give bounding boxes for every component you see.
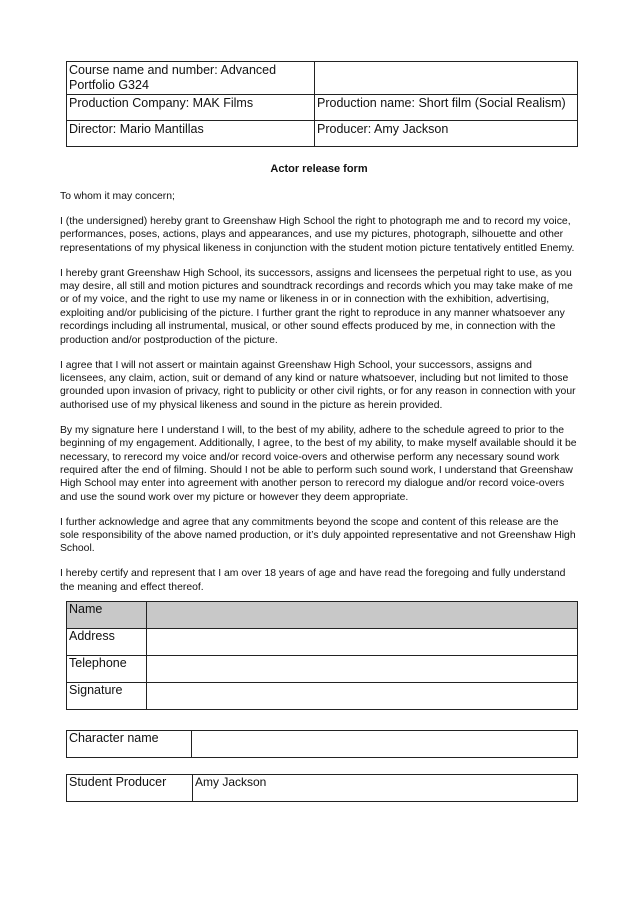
- company-cell: Production Company: MAK Films: [67, 95, 315, 121]
- salutation: To whom it may concern;: [60, 191, 175, 202]
- empty-header-cell: [315, 62, 578, 95]
- paragraph-rights: I hereby grant Greenshaw High School, its successors, assigns and licensees the perpetual right to use, as you may desire, all still and motion pictures and soundtrack recordings and records which you may take make of me or of my voice, and the right to use my name or likeness in or in connection with the exhibition, advertising, exploiting and/or publicising of the picture. I further grant the right to reproduce in any manner whatsoever any recordings including all instrumental, musical, or other sound effects produced by me, in connection with the production and/or postproduction of the picture.: [60, 267, 573, 346]
- paragraph-schedule: By my signature here I understand I will, to the best of my ability, adhere to the schedule agreed to prior to the beginning of my engagement. Additionally, I agree, to the best of my ability, to make myself available should it be necessary, to rerecord my voice and/or record voice-overs and otherwise perform any necessary sound work required after the end of filming. Should I not be able to perform such sound work, I understand that Greenshaw High School may enter into agreement with another person to rerecord my dialogue and/or record voice-overs and use the sound work over my picture or however they deem appropriate.: [60, 424, 577, 503]
- telephone-field[interactable]: [147, 656, 578, 683]
- course-line-2: Portfolio G324: [69, 78, 149, 92]
- student-producer-table: [66, 774, 578, 802]
- paragraph-grant: I (the undersigned) hereby grant to Greenshaw High School the right to photograph me and to record my voice, performances, poses, actions, plays and appearances, and use my pictures, photograph, silhouette and other representations of my physical likeness in conjunction with the student motion picture tentatively entitled Enemy.: [60, 215, 575, 254]
- producer-cell: Producer: Amy Jackson: [315, 121, 578, 147]
- character-field[interactable]: [192, 731, 578, 758]
- paragraph-claims: I agree that I will not assert or maintain against Greenshaw High School, your successors, assigns and licensees, any claim, action, suit or demand of any kind or nature whatsoever, including but not limited to those grounded upon invasion of privacy, right to publicity or other civil rights, or for any reason in connection with your authorised use of my physical likeness and sound in the picture as herein provided.: [60, 359, 576, 411]
- student-producer-field[interactable]: Amy Jackson: [193, 775, 578, 802]
- course-line-1: Course name and number: Advanced: [69, 63, 277, 77]
- name-field[interactable]: [147, 602, 578, 629]
- address-field[interactable]: [147, 629, 578, 656]
- course-cell: [67, 62, 315, 95]
- director-cell: Director: Mario Mantillas: [67, 121, 315, 147]
- character-label: Character name: [67, 731, 192, 758]
- signature-label: Signature: [67, 683, 147, 710]
- header-table: [66, 61, 578, 147]
- form-title: Actor release form: [270, 163, 368, 175]
- signatory-table: [66, 601, 578, 710]
- paragraph-commitments: I further acknowledge and agree that any commitments beyond the scope and content of this release are the sole responsibility of the above named production, or it’s duly appointed representative and not Greenshaw High School.: [60, 516, 576, 555]
- telephone-label: Telephone: [67, 656, 147, 683]
- name-label: Name: [67, 602, 147, 629]
- production-name-cell: Production name: Short film (Social Realism): [315, 95, 578, 121]
- release-text: [60, 190, 580, 606]
- student-producer-label: Student Producer: [67, 775, 193, 802]
- signature-field[interactable]: [147, 683, 578, 710]
- character-table: [66, 730, 578, 758]
- address-label: Address: [67, 629, 147, 656]
- paragraph-certify: I hereby certify and represent that I am over 18 years of age and have read the foregoing and fully understand the meaning and effect thereof.: [60, 568, 566, 593]
